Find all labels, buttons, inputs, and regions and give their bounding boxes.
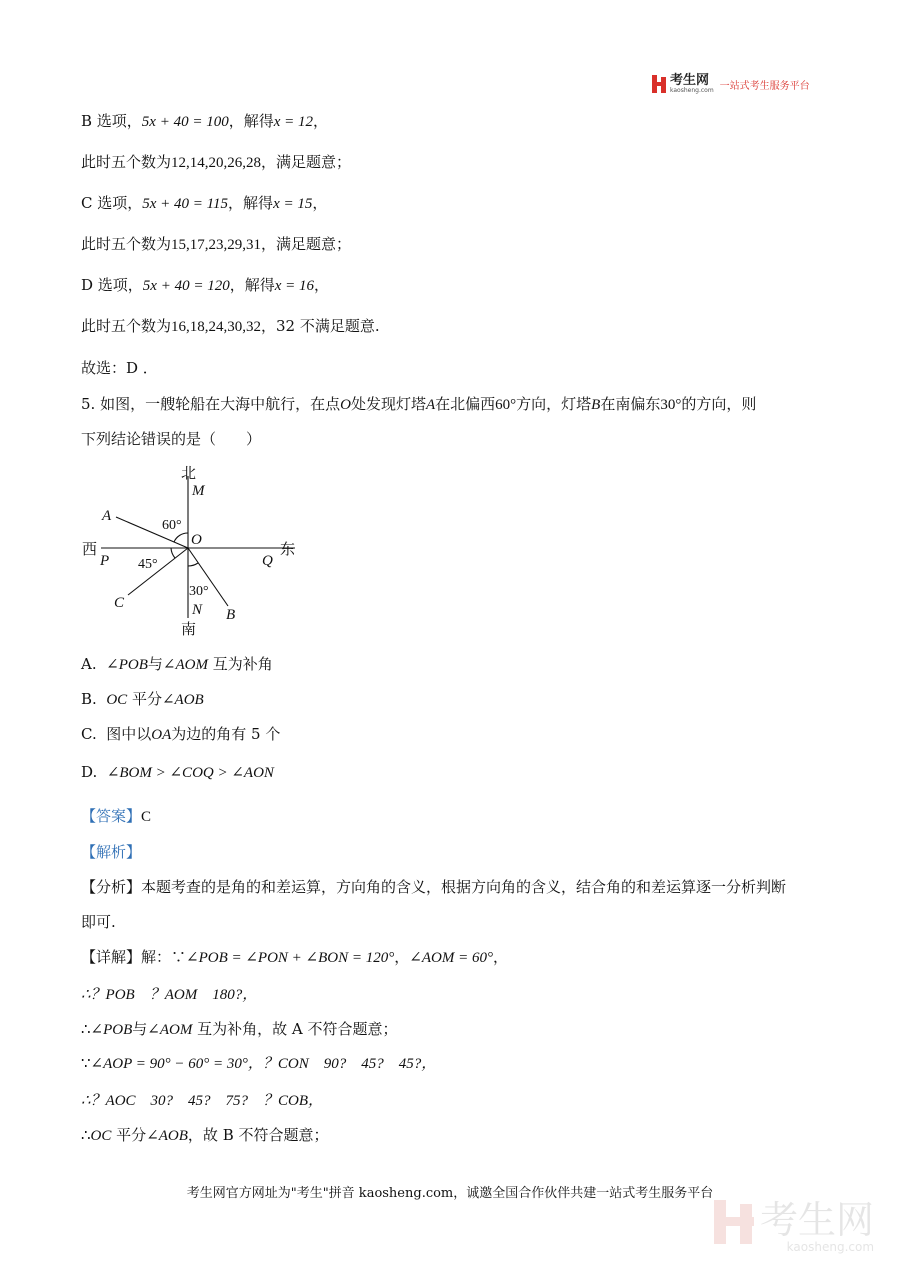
option-c-calc: C 选项，5x + 40 = 115，解得x = 15， [81,194,328,212]
option-d: D. ∠BOM > ∠COQ > ∠AON [81,763,274,781]
detail-line-4: ∵∠AOP = 90° − 60° = 30°，？CON 90? 45? 45?， [81,1054,437,1072]
label-p: P [100,553,110,569]
logo-domain: kaosheng.com [670,86,714,94]
logo-name: 考生网 [670,72,710,88]
label-o: O [191,532,202,548]
direction-figure [78,462,308,638]
watermark [714,1200,874,1254]
option-b-numbers: 此时五个数为12,14,20,26,28，满足题意； [81,153,352,171]
label-30: 30° [189,584,209,599]
option-b-calc: B 选项，5x + 40 = 100，解得x = 12， [81,112,329,130]
question-line-2: 下列结论错误的是（ ） [81,430,262,448]
label-m: M [192,483,205,499]
label-c: C [114,595,125,611]
option-c: C. 图中以OA为边的角有 5 个 [81,725,281,743]
watermark-domain: kaosheng.com [786,1240,875,1254]
arc-30 [188,563,198,566]
question-line-1: 5. 如图，一艘轮船在大海中航行，在点O处发现灯塔A在北偏西60°方向，灯塔B在南偏东30°的方向，则 [81,395,757,413]
label-n: N [192,602,203,618]
label-north: 北 [181,466,197,482]
detail-line-6: ∴OC 平分∠AOB，故 B 不符合题意； [81,1126,329,1144]
option-a: A. ∠POB与∠AOM 互为补角 [81,655,273,673]
label-east: 东 [280,542,296,558]
label-a: A [102,508,112,524]
arc-60 [174,533,188,542]
analysis-tag: 【解析】 [81,843,142,861]
detail-line-1: 【详解】解：∵∠POB = ∠PON + ∠BON = 120°，∠AOM = 60°， [81,948,508,966]
label-45: 45° [138,557,158,572]
header-logo [652,74,810,94]
header-slogan: 一站式考生服务平台 [719,80,810,92]
label-west: 西 [82,542,98,558]
label-60: 60° [162,518,182,533]
option-d-calc: D 选项，5x + 40 = 120，解得x = 16， [81,276,330,294]
line-oc [128,548,188,595]
detail-line-2: ∴？POB ？AOM 180?， [81,987,258,1003]
analysis-line-1: 【分析】本题考查的是角的和差运算，方向角的含义，根据方向角的含义，结合角的和差运算逐一分析判断 [81,878,787,896]
watermark-name: 考生网 [760,1198,875,1242]
footer-text: 考生网官方网址为"考生"拼音 kaosheng.com，诚邀全国合作伙伴共建一站式考生服务平台 [186,1186,714,1201]
answer-tag: 【答案】 [81,807,142,825]
answer-value: C [141,809,152,825]
option-c-numbers: 此时五个数为15,17,23,29,31，满足题意； [81,235,352,253]
detail-line-5: ∴？AOC 30? 45? 75? ？COB， [81,1093,324,1109]
watermark-logo-icon [714,1200,754,1244]
logo-mark-icon [652,75,666,93]
label-south: 南 [181,622,197,638]
label-b: B [226,607,236,623]
option-d-numbers: 此时五个数为16,18,24,30,32，32 不满足题意. [81,317,380,335]
detail-line-3: ∴∠POB与∠AOM 互为补角，故 A 不符合题意； [81,1020,398,1038]
arc-45 [171,548,175,558]
option-b: B. OC 平分∠AOB [81,690,204,708]
answer-line [81,805,151,826]
choose-answer: 故选：D ． [81,359,158,377]
analysis-line-2: 即可. [81,913,116,931]
label-q: Q [262,553,273,569]
